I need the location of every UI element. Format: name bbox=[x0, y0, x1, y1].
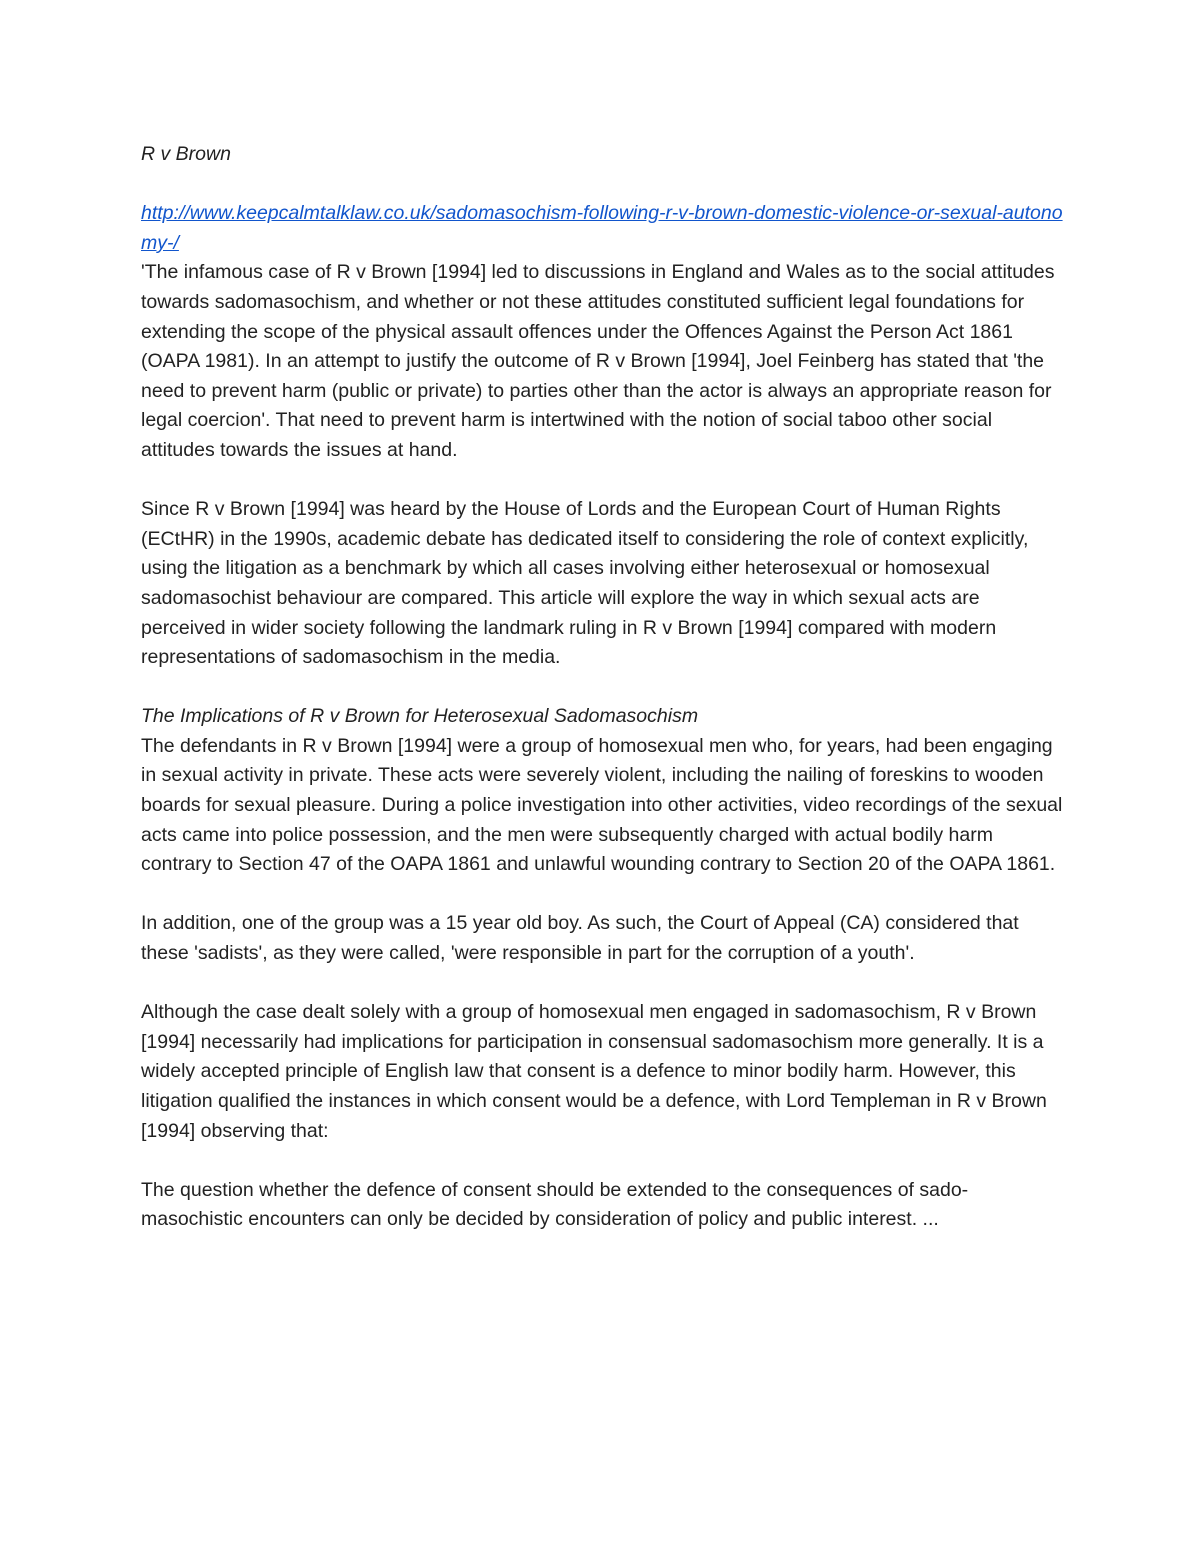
blank-line bbox=[141, 466, 1063, 496]
section-heading: The Implications of R v Brown for Heterosexual Sadomasochism bbox=[141, 705, 699, 728]
paragraph-defendants: The defendants in R v Brown [1994] were a group of homosexual men who, for years, had been engaging in sexual activity in private. These acts were severely violent, including the nailing of foreskins to wooden boards for sexual pleasure. During a police investigation into other activities, video recordings of the sexual acts came into police possession, and the men were subsequently charged with actual bodily harm contrary to Section 47 of the OAPA 1861 and unlawful wounding contrary to Section 20 of the OAPA 1861. bbox=[141, 734, 1063, 876]
paragraph-youth: In addition, one of the group was a 15 year old boy. As such, the Court of Appeal (CA) considered that these 'sadists', as they were called, 'were responsible in part for the corruption of a youth'. bbox=[141, 912, 1019, 965]
source-link[interactable]: http://www.keepcalmtalklaw.co.uk/sadomasochism-following-r-v-brown-domestic-violence-or-sexual-autonomy-/ bbox=[141, 202, 1063, 254]
blank-line bbox=[141, 880, 1063, 910]
blank-line bbox=[141, 170, 1063, 200]
paragraph-quote: The question whether the defence of consent should be extended to the consequences of sado-masochistic encounters can only be decided by consideration of policy and public interest. ... bbox=[141, 1178, 969, 1231]
document-page bbox=[141, 140, 1063, 1235]
paragraph-context: Since R v Brown [1994] was heard by the House of Lords and the European Court of Human Rights (ECtHR) in the 1990s, academic debate has dedicated itself to considering the role of context explicitly, using the litigation as a benchmark by which all cases involving either heterosexual or homosexual sadomasochist behaviour are compared. This article will explore the way in which sexual acts are perceived in wider society following the landmark ruling in R v Brown [1994] compared with modern representations of sadomasochism in the media. bbox=[141, 498, 1029, 669]
paragraph-implications: Although the case dealt solely with a group of homosexual men engaged in sadomasochism, R v Brown [1994] necessarily had implications for participation in consensual sadomasochism more generally. It is a widely accepted principle of English law that consent is a defence to minor bodily harm. However, this litigation qualified the instances in which consent would be a defence, with Lord Templeman in R v Brown [1994] observing that: bbox=[141, 1001, 1047, 1142]
blank-line bbox=[141, 1146, 1063, 1176]
paragraph-intro: 'The infamous case of R v Brown [1994] led to discussions in England and Wales as to the social attitudes towards sadomasochism, and whether or not these attitudes constituted sufficient legal foundations for extending the scope of the physical assault offences under the Offences Against the Person Act 1861 (OAPA 1981). In an attempt to justify the outcome of R v Brown [1994], Joel Feinberg has stated that 'the need to prevent harm (public or private) to parties other than the actor is always an appropriate reason for legal coercion'. That need to prevent harm is intertwined with the notion of social taboo other social attitudes towards the issues at hand. bbox=[141, 261, 1055, 461]
document-title: R v Brown bbox=[141, 143, 231, 165]
blank-line bbox=[141, 969, 1063, 999]
blank-line bbox=[141, 673, 1063, 703]
